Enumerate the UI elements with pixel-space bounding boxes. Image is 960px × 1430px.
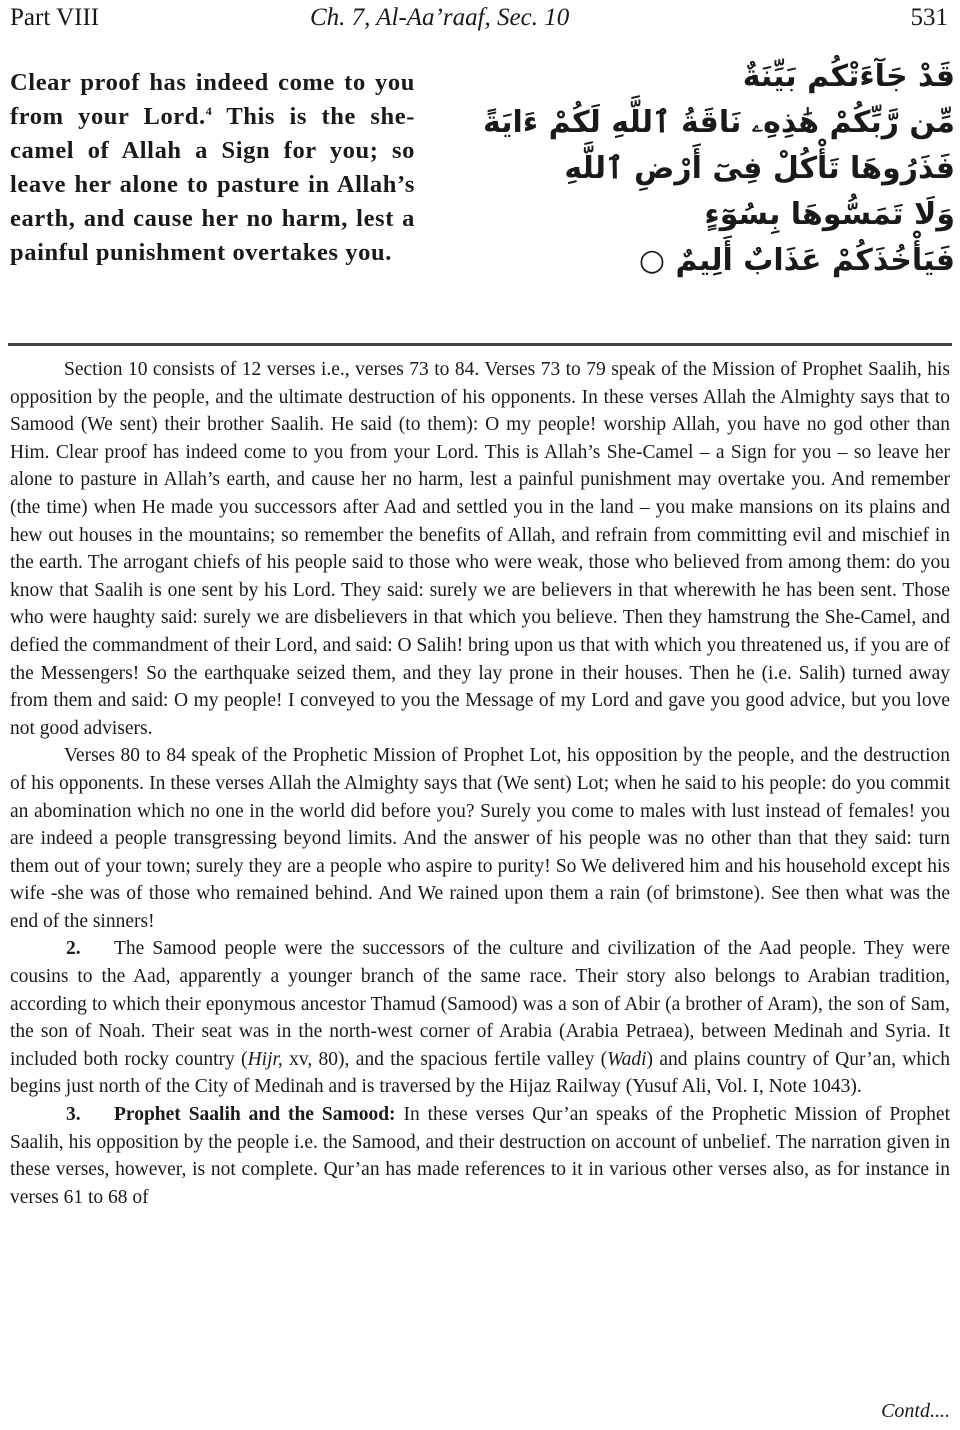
part-label: Part VIII [10, 4, 100, 31]
note-number: 3. [66, 1104, 81, 1126]
page-number: 531 [910, 4, 948, 31]
arabic-line: قَدْ جَآءَتْكُم بَيِّنَةٌ [742, 59, 955, 94]
section-divider [8, 343, 952, 346]
commentary-paragraph: Verses 80 to 84 speak of the Prophetic Mission of Prophet Lot, his opposition by the people, and the destruction of his opponents. In these verses Allah the Almighty says that (We sent) Lot; when he said to his people: do you commit an abomination which no one in the world did before you? Surely you come to males with lust instead of females! you are indeed a people transgressing beyond limits. And the answer of his people was no other than that they said: turn them out of your town; surely they are a people who aspire to purity! So We delivered him and his household except his wife -she was of those who remained behind. And We rained upon them a rain (of brimstone). See then what was the end of the sinners! [10, 745, 950, 932]
verse-text-part1: Clear proof has indeed come to you from your Lord. [10, 69, 415, 130]
note-text: xv, 80), and the spacious fertile valley ( [282, 1048, 608, 1070]
note-2 [10, 935, 950, 1101]
note-number: 2. [66, 938, 81, 960]
running-header [10, 4, 950, 34]
verse-text-part2: This is the she-camel of Allah a Sign for you; so leave her alone to pasture in Allah’s earth, and cause her no harm, lest a painful punishment overtakes you. [10, 103, 415, 266]
note-heading: Prophet Saalih and the Samood: [114, 1104, 396, 1126]
chapter-title: Ch. 7, Al-Aa’raaf, Sec. 10 [310, 4, 570, 31]
arabic-line: فَيَأْخُذَكُمْ عَذَابٌ أَلِيمٌ ○ [638, 243, 955, 278]
note-text: The Samood people were the successors of the culture and civilization of the Aad people. They were cousins to the Aad, apparently a younger branch of the same race. Their story also belongs to Arabian tradition, according to which their eponymous ancestor Thamud (Samood) was a son of Abir (a brother of Aram), the son of Sam, the son of Noah. Their seat was in the north-west corner of Arabia (Arabia Petraea), between Medinah and Syria. It included both rocky country ( [10, 938, 950, 1070]
note-text: ) and plains country of Qur’an, which begins just north of the City of Medinah and is traversed by the Hijaz Railway (Yusuf Ali, Vol. I, Note 1043). [10, 1048, 950, 1098]
footnote-marker: 4 [205, 103, 213, 118]
arabic-line: فَذَرُوهَا تَأْكُلْ فِىٓ أَرْضِ ٱللَّهِ [564, 151, 955, 186]
commentary [10, 356, 950, 1211]
note-italic: Wadi [607, 1048, 647, 1070]
arabic-verse [483, 54, 955, 284]
note-text: In these verses Qur’an speaks of the Prophetic Mission of Prophet Saalih, his opposition by the people i.e. the Samood, and their destruction on account of unbelief. The narration given in these verses, however, is not complete. Qur’an has made references to it in various other verses also, as for instance in verses 61 to 68 of [10, 1104, 950, 1208]
continued-label: Contd.... [881, 1400, 950, 1422]
arabic-line: وَلَا تَمَسُّوهَا بِسُوٓءٍ [704, 197, 955, 232]
note-3 [10, 1101, 950, 1211]
note-italic: Hijr, [247, 1048, 283, 1070]
commentary-paragraph: Section 10 consists of 12 verses i.e., verses 73 to 84. Verses 73 to 79 speak of the Mission of Prophet Saalih, his opposition by the people, and the ultimate destruction of his opponents. In these verses Allah the Almighty says that to Samood (We sent) their brother Saalih. He said (to them): O my people! worship Allah, you have no god other than Him. Clear proof has indeed come to you from your Lord. This is Allah’s She-Camel – a Sign for you – so leave her alone to pasture in Allah’s earth, and cause her no harm, lest a painful punishment may overtake you. And remember (the time) when He made you successors after Aad and settled you in the land – you make mansions on its plains and hew out houses in the mountains; so remember the benefits of Allah, and refrain from committing evil and mischief in the earth. The arrogant chiefs of his people said to those who were weak, those who believed from among them: do you know that Saalih is one sent by his Lord. They said: surely we are believers in that wherewith he has been sent. Those who were haughty said: surely we are disbelievers in that which you believe. Then they hamstrung the She-Camel, and defied the commandment of their Lord, and said: O Salih! bring upon us that with which you threatened us, if you are of the Messengers! So the earthquake seized them, and they lay prone in their houses. Then he (i.e. Salih) turned away from them and said: O my people! I conveyed to you the Message of my Lord and gave you good advice, but you love not good advisers. [10, 359, 950, 739]
verse-translation [10, 66, 415, 270]
arabic-line: مِّن رَّبِّكُمْ هَٰذِهِۦ نَاقَةُ ٱللَّهِ لَكُمْ ءَايَةً [483, 105, 955, 140]
